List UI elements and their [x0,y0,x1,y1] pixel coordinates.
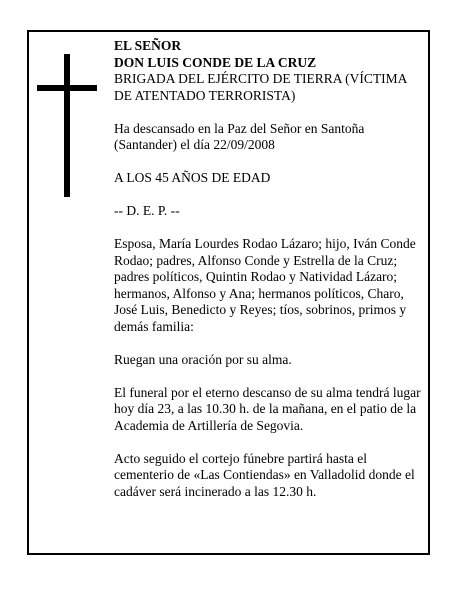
prayer-request: Ruegan una oración por su alma. [114,351,292,367]
funeral-details: El funeral por el eterno descanso de su alma tendrá lugar hoy día 23, a las 10.30 h. de la mañana, en el patio de la Academia de Artillería de Segovia. [114,384,421,433]
family-list: Esposa, María Lourdes Rodao Lázaro; hijo, Iván Conde Rodao; padres, Alfonso Conde y Estrella de la Cruz; padres políticos, Quintin Rodao y Natividad Lázaro; hermanos, Alfonso y Ana; hermanos políticos, Charo, José Luis, Benedicto y Reyes; tíos, sobrinos, primos y demás familia: [114,236,416,334]
title-line-1: EL SEÑOR [114,38,182,53]
cross-vertical-bar [64,54,70,197]
age-line: A LOS 45 AÑOS DE EDAD [114,170,271,185]
procession-details: Acto seguido el cortejo fúnebre partirá hasta el cementerio de «Las Contiendas» en Valladolid donde el cadáver será incinerado a las 12.30 h. [114,450,415,499]
rip-line: -- D. E. P. -- [114,203,180,218]
deceased-name: DON LUIS CONDE DE LA CRUZ [114,54,317,70]
death-notice: Ha descansado en la Paz del Señor en Santoña (Santander) el día 22/09/2008 [114,120,365,152]
deceased-rank: BRIGADA DEL EJÉRCITO DE TIERRA (VÍCTIMA DE ATENTADO TERRORISTA) [114,71,407,103]
obituary-text [114,38,426,517]
cross-horizontal-bar [37,85,97,91]
